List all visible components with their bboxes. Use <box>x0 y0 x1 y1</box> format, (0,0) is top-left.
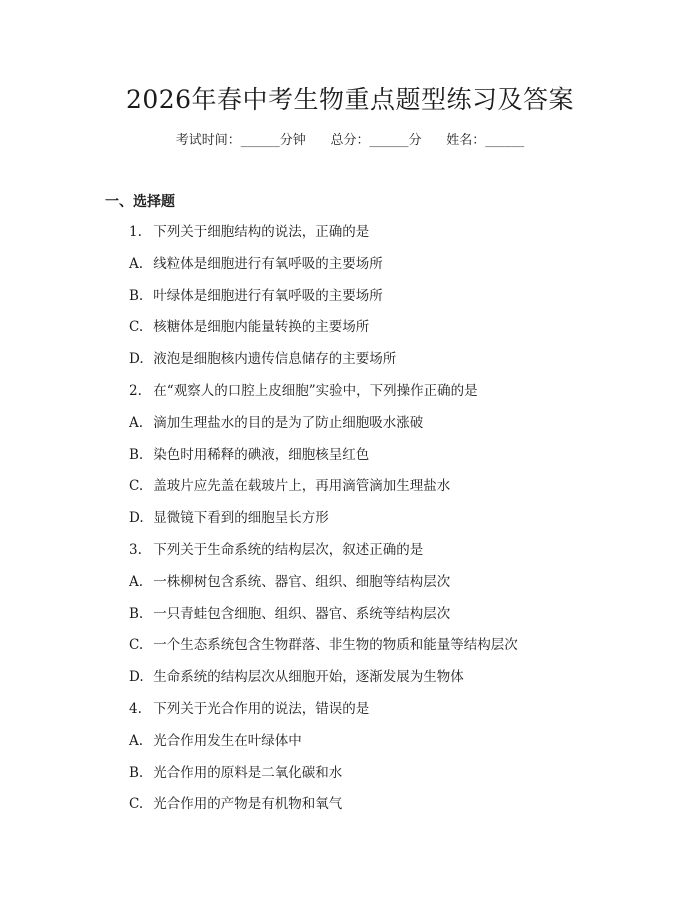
option-letter: B. <box>129 605 144 622</box>
question-list <box>129 222 649 826</box>
option-text: 盖玻片应先盖在载玻片上，再用滴管滴加生理盐水 <box>153 478 451 495</box>
item-number: 3. <box>129 541 142 558</box>
item-text: 在“观察人的口腔上皮细胞”实验中，下列操作正确的是 <box>153 382 478 399</box>
option-text: 一个生态系统包含生物群落、非生物的物质和能量等结构层次 <box>153 637 518 654</box>
option-letter: C. <box>129 796 144 813</box>
option-letter: A. <box>129 255 144 272</box>
option-letter: C. <box>129 319 144 336</box>
option-text: 滴加生理盐水的目的是为了防止细胞吸水涨破 <box>153 414 424 431</box>
answer-option <box>129 445 649 477</box>
option-letter: A. <box>129 732 144 749</box>
answer-option <box>129 572 649 604</box>
answer-option <box>129 317 649 349</box>
answer-option <box>129 349 649 381</box>
question-stem <box>129 381 649 413</box>
option-letter: D. <box>129 351 144 368</box>
answer-option <box>129 254 649 286</box>
option-text: 显微镜下看到的细胞呈长方形 <box>153 510 329 527</box>
option-letter: B. <box>129 446 144 463</box>
answer-option <box>129 667 649 699</box>
item-number: 2. <box>129 382 142 399</box>
option-letter: C. <box>129 637 144 654</box>
option-text: 光合作用的原料是二氧化碳和水 <box>153 764 343 781</box>
answer-option <box>129 286 649 318</box>
section-heading: 一、选择题 <box>105 194 175 210</box>
item-text: 下列关于光合作用的说法，错误的是 <box>153 700 370 717</box>
option-letter: A. <box>129 573 144 590</box>
exam-info-line: 考试时间：______分钟 总分：______分 姓名：______ <box>175 133 525 148</box>
item-number: 1. <box>129 224 142 240</box>
item-number: 4. <box>129 700 142 717</box>
option-text: 一株柳树包含系统、器官、组织、细胞等结构层次 <box>153 573 451 590</box>
option-text: 线粒体是细胞进行有氧呼吸的主要场所 <box>153 255 383 272</box>
option-text: 核糖体是细胞内能量转换的主要场所 <box>153 319 370 336</box>
item-text: 下列关于细胞结构的说法，正确的是 <box>153 224 370 240</box>
option-letter: D. <box>129 669 144 686</box>
option-letter: A. <box>129 414 144 431</box>
question-stem <box>129 222 649 254</box>
option-text: 光合作用发生在叶绿体中 <box>153 732 302 749</box>
option-text: 一只青蛙包含细胞、组织、器官、系统等结构层次 <box>153 605 451 622</box>
option-letter: B. <box>129 287 144 304</box>
option-letter: C. <box>129 478 144 495</box>
answer-option <box>129 794 649 826</box>
question-stem <box>129 699 649 731</box>
option-text: 染色时用稀释的碘液，细胞核呈红色 <box>153 446 370 463</box>
option-text: 液泡是细胞核内遗传信息储存的主要场所 <box>153 351 397 368</box>
answer-option <box>129 635 649 667</box>
answer-option <box>129 413 649 445</box>
option-text: 叶绿体是细胞进行有氧呼吸的主要场所 <box>153 287 383 304</box>
answer-option <box>129 508 649 540</box>
answer-option <box>129 731 649 763</box>
option-letter: B. <box>129 764 144 781</box>
option-text: 生命系统的结构层次从细胞开始，逐渐发展为生物体 <box>153 669 464 686</box>
answer-option <box>129 604 649 636</box>
answer-option <box>129 763 649 795</box>
option-text: 光合作用的产物是有机物和氧气 <box>153 796 343 813</box>
answer-option <box>129 476 649 508</box>
option-letter: D. <box>129 510 144 527</box>
page-title: 2026年春中考生物重点题型练习及答案 <box>125 85 575 114</box>
question-stem <box>129 540 649 572</box>
item-text: 下列关于生命系统的结构层次，叙述正确的是 <box>153 541 424 558</box>
